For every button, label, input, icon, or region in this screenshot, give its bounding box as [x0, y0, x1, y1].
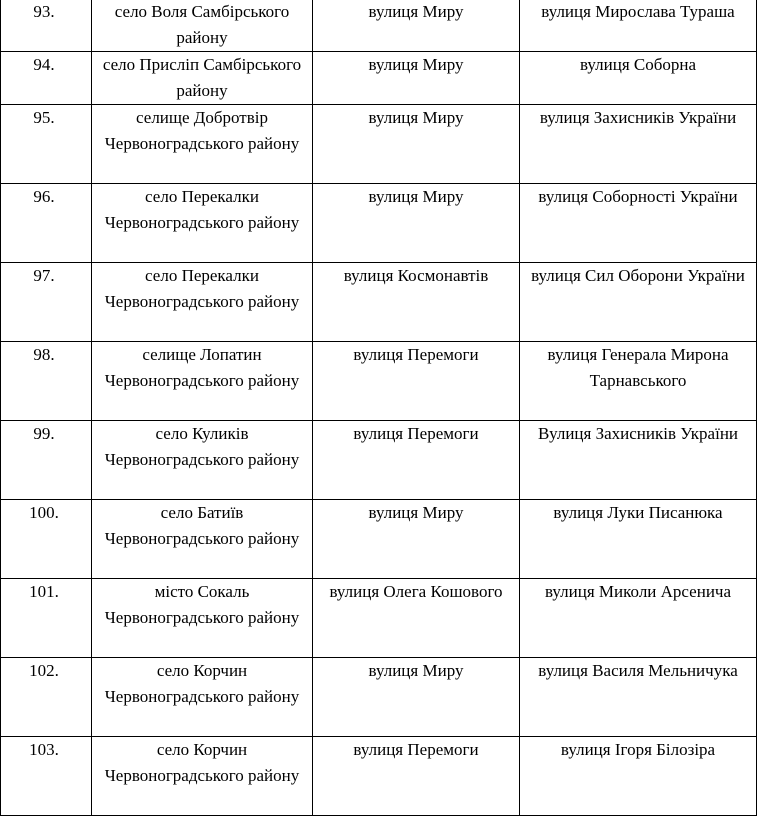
- new-street-cell: вулиця Ігоря Білозіра: [520, 737, 757, 816]
- row-number: 103.: [1, 737, 92, 816]
- settlement-cell: село Воля Самбірського району: [92, 0, 313, 52]
- settlement-cell: місто Сокаль Червоноградського району: [92, 579, 313, 658]
- row-number: 99.: [1, 421, 92, 500]
- row-number: 97.: [1, 263, 92, 342]
- old-street-cell: вулиця Миру: [313, 184, 520, 263]
- row-number: 98.: [1, 342, 92, 421]
- table-row: [1, 184, 757, 263]
- settlement-cell: селище Лопатин Червоноградського району: [92, 342, 313, 421]
- new-street-cell: вулиця Соборності України: [520, 184, 757, 263]
- row-number: 95.: [1, 105, 92, 184]
- table-row: [1, 421, 757, 500]
- table-row: [1, 52, 757, 105]
- old-street-cell: вулиця Перемоги: [313, 342, 520, 421]
- old-street-cell: вулиця Миру: [313, 658, 520, 737]
- new-street-cell: вулиця Соборна: [520, 52, 757, 105]
- settlement-cell: село Прислiп Самбірського району: [92, 52, 313, 105]
- row-number: 100.: [1, 500, 92, 579]
- settlement-cell: село Батиїв Червоноградського району: [92, 500, 313, 579]
- table-row: [1, 658, 757, 737]
- table-row: [1, 342, 757, 421]
- table-row: [1, 500, 757, 579]
- old-street-cell: вулиця Олега Кошового: [313, 579, 520, 658]
- table-row: [1, 0, 757, 52]
- new-street-cell: вулиця Генерала Мирона Тарнавського: [520, 342, 757, 421]
- old-street-cell: вулиця Миру: [313, 52, 520, 105]
- old-street-cell: вулиця Перемоги: [313, 421, 520, 500]
- old-street-cell: вулиця Миру: [313, 105, 520, 184]
- settlement-cell: село Перекалки Червоноградського району: [92, 263, 313, 342]
- new-street-cell: вулиця Василя Мельничука: [520, 658, 757, 737]
- old-street-cell: вулиця Перемоги: [313, 737, 520, 816]
- table-row: [1, 105, 757, 184]
- settlement-cell: селище Добротвір Червоноградського району: [92, 105, 313, 184]
- table-row: [1, 737, 757, 816]
- new-street-cell: вулиця Сил Оборони України: [520, 263, 757, 342]
- old-street-cell: вулиця Миру: [313, 0, 520, 52]
- new-street-cell: вулиця Луки Писанюка: [520, 500, 757, 579]
- settlement-cell: село Перекалки Червоноградського району: [92, 184, 313, 263]
- settlement-cell: село Корчин Червоноградського району: [92, 658, 313, 737]
- old-street-cell: вулиця Космонавтів: [313, 263, 520, 342]
- new-street-cell: вулиця Миколи Арсенича: [520, 579, 757, 658]
- row-number: 93.: [1, 0, 92, 52]
- settlement-cell: село Куликів Червоноградського району: [92, 421, 313, 500]
- new-street-cell: вулиця Захисників України: [520, 105, 757, 184]
- row-number: 102.: [1, 658, 92, 737]
- table-row: [1, 263, 757, 342]
- row-number: 94.: [1, 52, 92, 105]
- new-street-cell: Вулиця Захисників України: [520, 421, 757, 500]
- row-number: 101.: [1, 579, 92, 658]
- new-street-cell: вулиця Мирослава Тураша: [520, 0, 757, 52]
- old-street-cell: вулиця Миру: [313, 500, 520, 579]
- table-row: [1, 579, 757, 658]
- settlement-cell: село Корчин Червоноградського району: [92, 737, 313, 816]
- row-number: 96.: [1, 184, 92, 263]
